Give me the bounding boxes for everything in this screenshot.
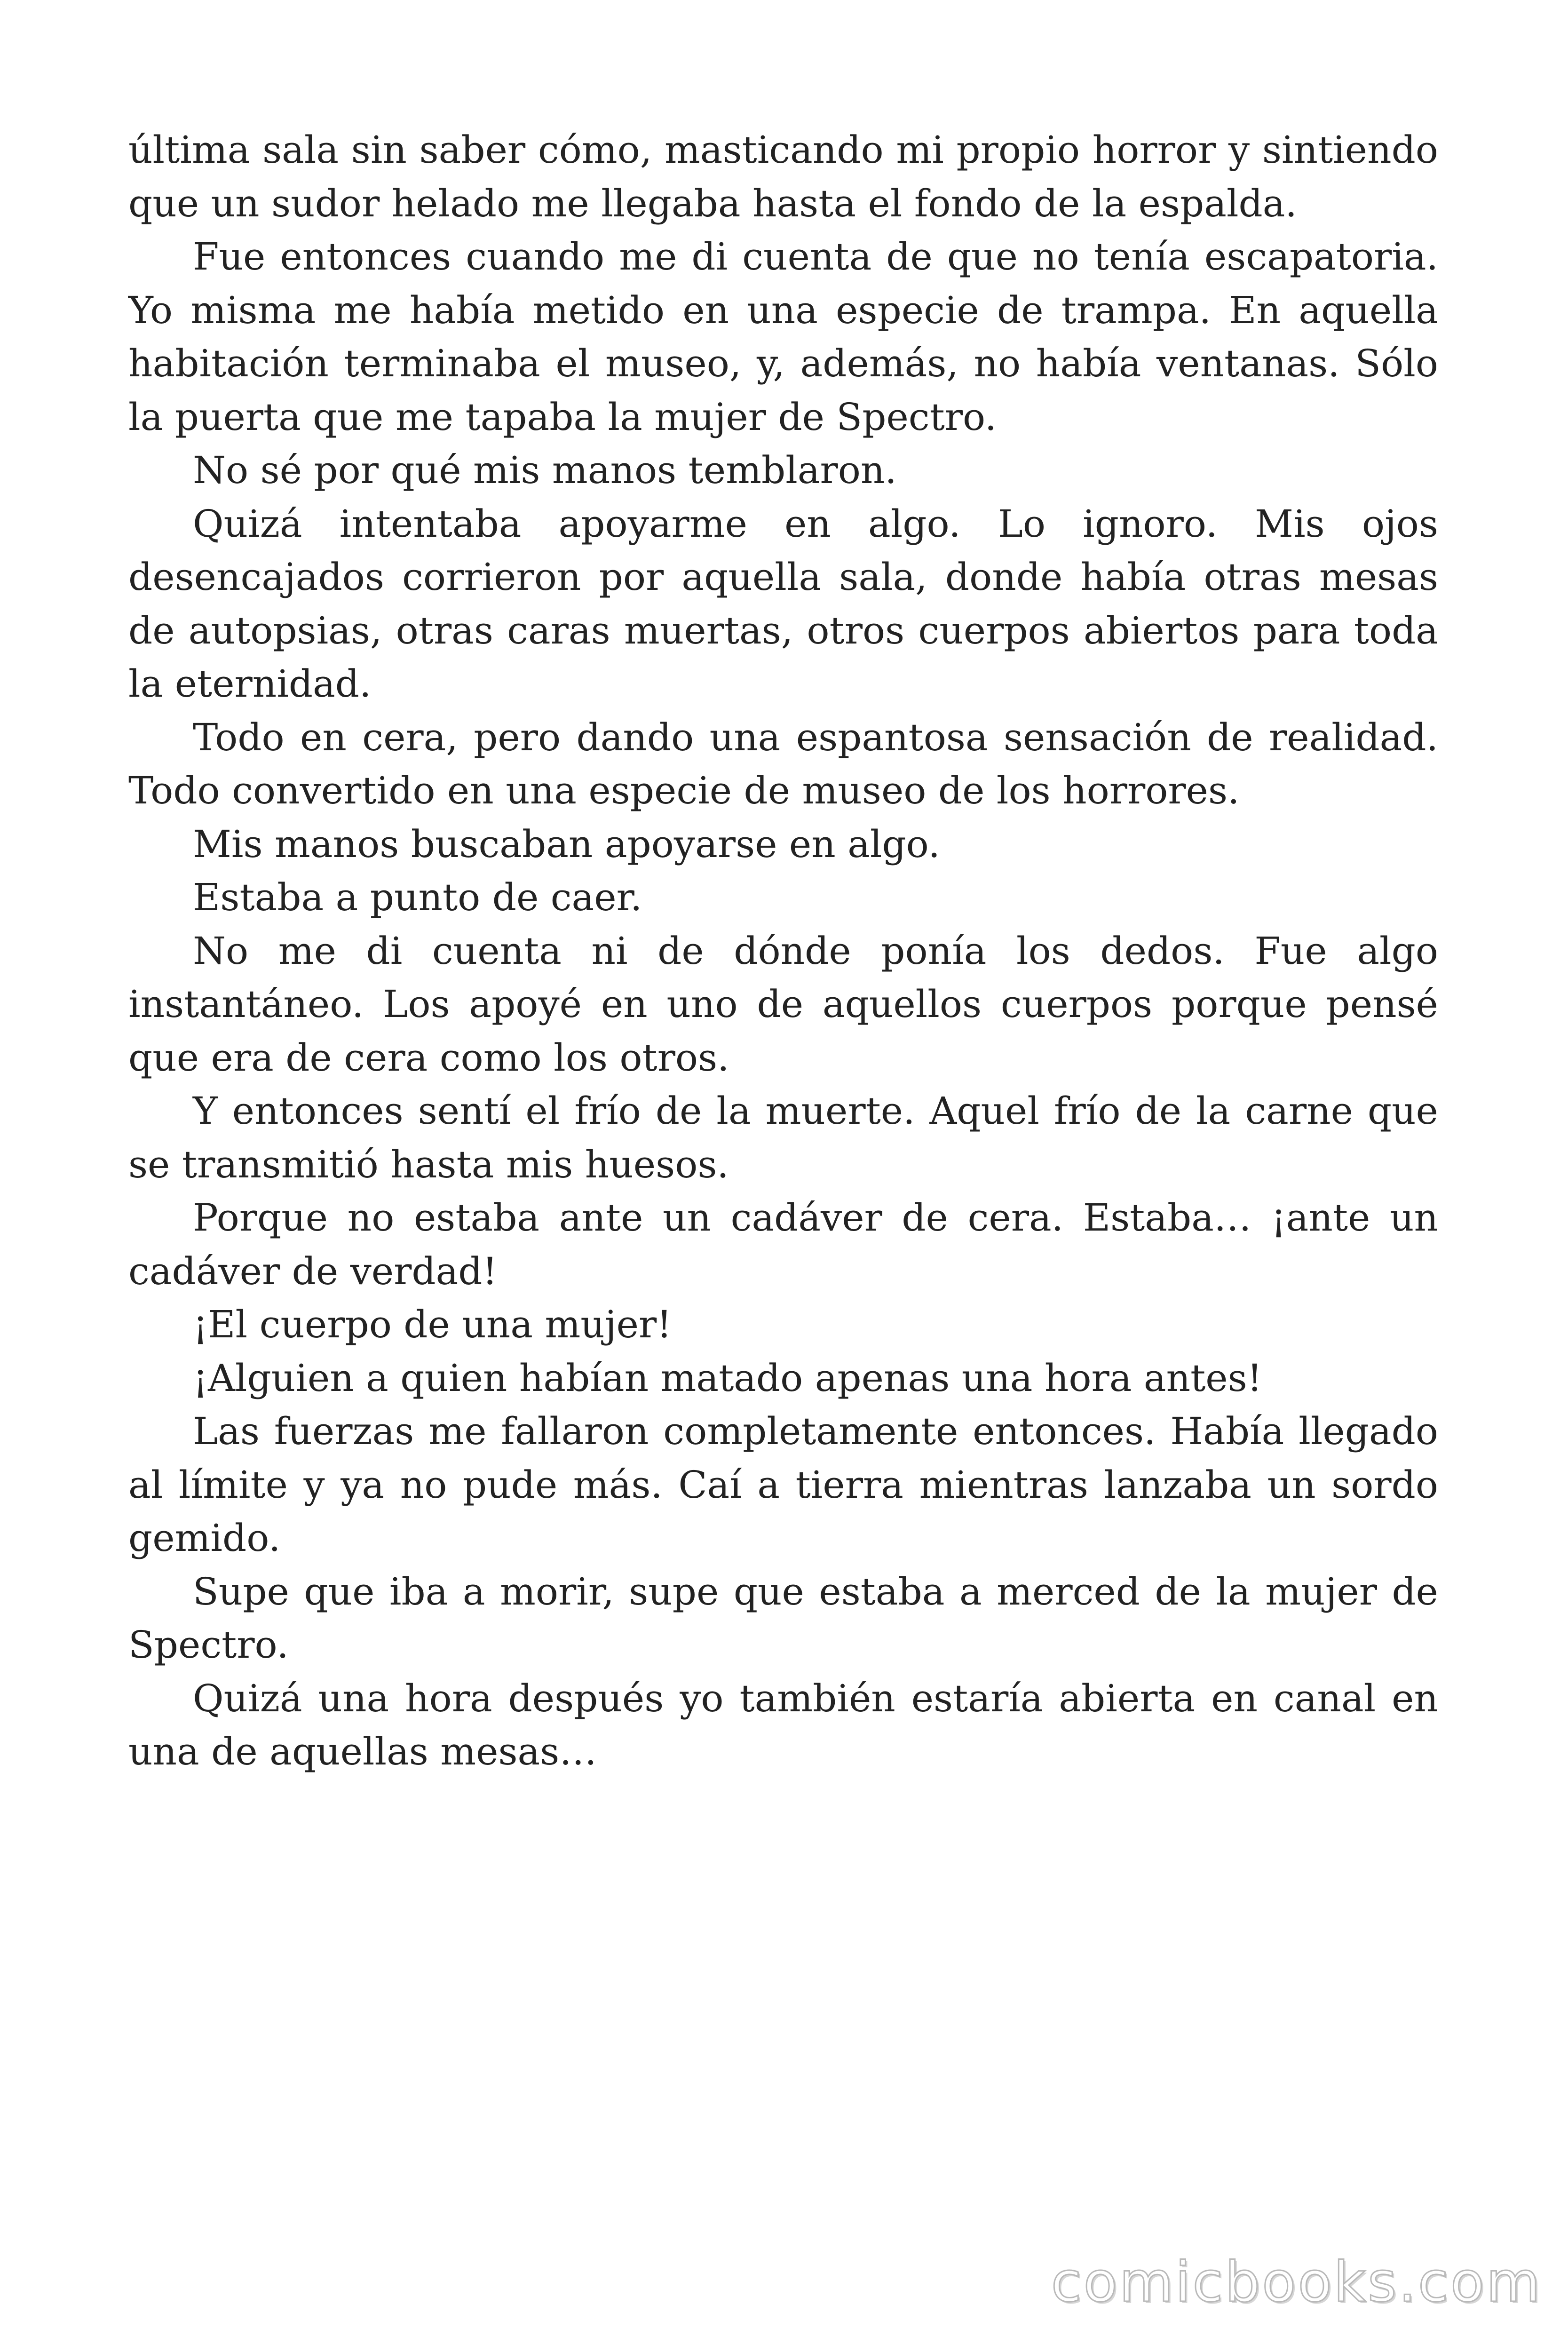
paragraph: Porque no estaba ante un cadáver de cera. Estaba… ¡ante un cadáver de verdad! <box>128 1196 1438 1293</box>
paragraph: Mis manos buscaban apoyarse en algo. <box>193 822 940 866</box>
paragraph: ¡Alguien a quien habían matado apenas una hora antes! <box>193 1356 1262 1400</box>
paragraph: Fue entonces cuando me di cuenta de que no tenía escapatoria. Yo misma me había metido en una especie de trampa. En aquella habitación terminaba el museo, y, además, no había ventanas. Sólo la puerta que me tapaba la mujer de Spectro. <box>128 235 1438 439</box>
paragraph: ¡El cuerpo de una mujer! <box>193 1303 672 1346</box>
watermark: comicbooks.com <box>1051 2249 1542 2314</box>
paragraph: Todo en cera, pero dando una espantosa sensación de realidad. Todo convertido en una especie de museo de los horrores. <box>128 715 1438 812</box>
paragraph: última sala sin saber cómo, masticando mi propio horror y sintiendo que un sudor helado me llegaba hasta el fondo de la espalda. <box>128 128 1438 225</box>
paragraph: No me di cuenta ni de dónde ponía los dedos. Fue algo instantáneo. Los apoyé en uno de aquellos cuerpos porque pensé que era de cera como los otros. <box>128 929 1438 1080</box>
paragraph: Quizá intentaba apoyarme en algo. Lo ignoro. Mis ojos desencajados corrieron por aquella sala, donde había otras mesas de autopsias, otras caras muertas, otros cuerpos abiertos para toda la eternidad. <box>128 501 1438 706</box>
page-text <box>128 123 1438 1779</box>
paragraph: No sé por qué mis manos temblaron. <box>193 448 897 492</box>
paragraph: Supe que iba a morir, supe que estaba a merced de la mujer de Spectro. <box>128 1569 1438 1667</box>
paragraph: Quizá una hora después yo también estaría abierta en canal en una de aquellas mesas… <box>128 1676 1438 1773</box>
paragraph: Las fuerzas me fallaron completamente entonces. Había llegado al límite y ya no pude más. Caí a tierra mientras lanzaba un sordo gemido. <box>128 1409 1438 1560</box>
paragraph: Y entonces sentí el frío de la muerte. Aquel frío de la carne que se transmitió hasta mis huesos. <box>128 1089 1438 1186</box>
paragraph: Estaba a punto de caer. <box>193 875 642 919</box>
